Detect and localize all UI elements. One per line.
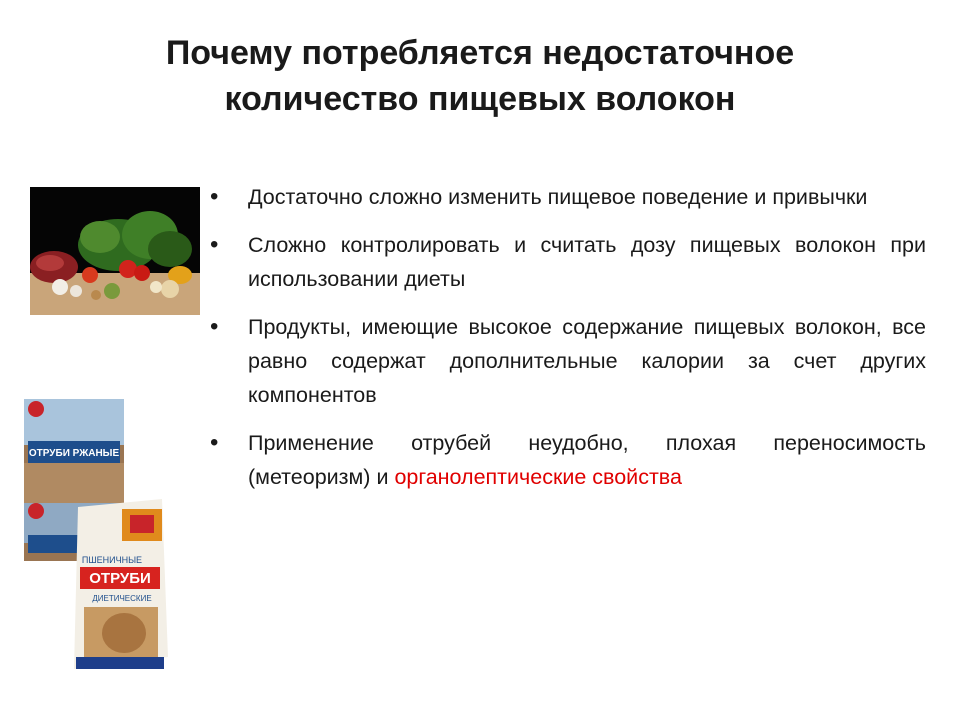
package-back-label: ОТРУБИ РЖАНЫЕ [28,448,120,459]
vegetables-photo [30,187,200,315]
bullet-list [210,180,926,508]
bullet-marker: • [210,313,219,340]
bullet-marker: • [210,231,219,258]
bullet-item [210,228,926,296]
bullet-item [210,426,926,494]
bullet-marker: • [210,183,219,210]
bullet-item [210,310,926,412]
package-front-tagline: ДИЕТИЧЕСКИЕ [92,594,152,603]
bullet-text: Сложно контролировать и считать дозу пищевых волокон при использовании диеты [248,233,926,291]
package-front-subtitle: ПШЕНИЧНЫЕ [81,555,143,565]
title-line-1: Почему потребляется недостаточное [165,34,795,72]
package-front-label: ОТРУБИ [89,570,151,587]
bullet-text: Достаточно сложно изменить пищевое поведение и привычки [248,185,868,209]
bullet-item [210,180,926,214]
wheat-bran-package-image [70,497,170,673]
bullet-text: Применение отрубей неудобно, плохая переносимость (метеоризм) и [248,431,926,489]
bullet-highlight-text: органолептические свойства [394,465,682,489]
bullet-text: Продукты, имеющие высокое содержание пищевых волокон, все равно содержат дополнительные калории за счет других компонентов [248,315,926,407]
slide-title [60,30,900,122]
title-line-2: количество пищевых волокон [224,80,736,118]
bullet-marker: • [210,429,219,456]
